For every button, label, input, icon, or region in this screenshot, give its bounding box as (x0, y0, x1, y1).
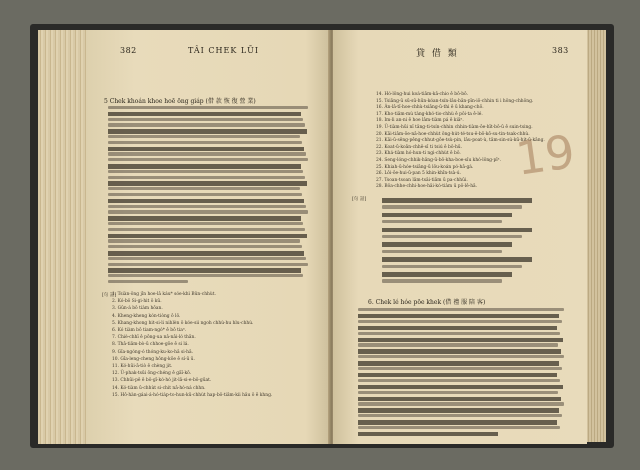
vocab-item: 14. Hó-lông-hui koá-tiâm-kâ-chio ê bô-bô. (376, 92, 468, 97)
right-page-edges (586, 30, 606, 442)
cjk-text-line (358, 373, 557, 378)
text-line (358, 308, 564, 311)
cjk-text-line (358, 397, 561, 402)
vocab-item: 19. Ū-tiàm-hūi nî tâng-ti-tsín-chhin chhin-tiàm-ōe-hīt-bô-ū ê suin-tsing. (376, 125, 533, 130)
text-line (108, 135, 300, 138)
cjk-text-line (108, 199, 304, 204)
cjk-text-line (382, 198, 532, 203)
cjk-text-line (108, 251, 304, 256)
text-line (108, 239, 300, 242)
left-running-head: TÂI CHEK LŪI (188, 46, 260, 55)
vocab-item: 21. Kāi-ū-sêng-pêng-chhut-gōe-tsù-pin, lâu-poat-ù, tâm-sin-sú-kū-hit-ū-kāng. (376, 138, 545, 144)
vocab-item: 12. Ū-phak-tsūi ōng-chéng ê gāī-kō. (112, 371, 192, 377)
text-line (108, 141, 302, 144)
cjk-text-line (108, 216, 301, 221)
text-line (108, 152, 306, 155)
vocab-item: 6. Kó tiàm bô tiam-ngó* ê bô tiaⁿ. (112, 328, 187, 333)
vocab-item: 28. Bôa-chhe-chhi-hoe-hâi-kó-tiàm ū pô-lê-hā. (376, 184, 478, 190)
text-line (358, 343, 558, 346)
text-line (358, 320, 562, 323)
text-line (108, 257, 306, 260)
vocab-item: 10. Gîa-leng-cheng hông-kōe ê sí-ū ū. (112, 356, 195, 362)
vocab-item: 18. Im-li an-ni ê hoe lâm-tiàm pá ê kiâⁿ. (376, 118, 464, 124)
cjk-text-line (358, 432, 498, 437)
cjk-text-line (108, 164, 301, 169)
vocab-item: 25. Khiah-ū-hóe-tsiāng-ū lôu-koán pó-hā-gá. (376, 164, 474, 170)
text-line (382, 265, 522, 268)
right-vocab-label: [句 話] (352, 197, 367, 202)
text-line (108, 176, 305, 179)
cjk-text-line (382, 228, 532, 233)
vocab-item: 27. Tsoan-tsoan lâm-tsâi-tiâm ū pa-chhūi. (376, 177, 468, 183)
cjk-text-line (382, 257, 532, 262)
text-line (108, 205, 306, 208)
text-line (108, 193, 302, 196)
vocab-item: 26. Lôi-ōe-hui-ū-pan 5 khin-khīn-tsà-ú. (376, 171, 461, 177)
right-header-title: 貸 借 類 (416, 49, 459, 59)
text-line (108, 245, 302, 248)
vocab-item: 15. Hô-hàn-gáai-á-hó-tiáp-to-hun-kū-chhùt hap-bô-tiâm-kii hâu ô ē khng. (112, 392, 273, 398)
cjk-text-line (108, 181, 307, 186)
cjk-text-line (108, 268, 301, 273)
vocab-item: 16. Ân-lâ-tî-hoe-chhù-tsiāng-ū-thi ê ū khang-chō. (376, 105, 484, 111)
vocab-item: 5. Khang-khong hit-si-li nihlèn ô kóe-sii ngoh chhù-hu hlu-chhù. (112, 320, 254, 326)
text-line (108, 263, 308, 266)
text-line (108, 228, 305, 231)
left-vocab-label: [句 話] (102, 293, 117, 298)
left-page-edges (38, 30, 88, 444)
text-line (382, 220, 502, 223)
vocab-item: 1. Tsiàn-ông jîn hoe-lâ káu* sóe-khì Bûn-chhùt. (112, 292, 216, 297)
cjk-text-line (358, 361, 559, 366)
text-line (108, 123, 305, 126)
vocab-item: 7. Chiè-chhī ê pōng-ua nâ-nâi-ló thān. (112, 335, 196, 341)
text-line (358, 402, 564, 405)
text-line (358, 426, 560, 429)
vocab-item: 4. Kheng-kheng kón-tiòng ô lô. (112, 313, 181, 319)
cjk-text-line (358, 314, 559, 319)
left-section-title: 5 Chek khoán khoe hoē ōng giáp (借 款 恢 復 營 業) (104, 98, 256, 105)
text-line (358, 332, 560, 335)
text-line (382, 235, 522, 238)
text-line (108, 187, 300, 190)
right-section-title: 6. Chek lé hóe pōe khek (借 禮 服 陪 客) (368, 299, 486, 306)
vocab-item: 13. Chhūi-pê ê bô-gī-kó-hó jit-lâ-si-e-bô-gūat. (112, 378, 212, 384)
text-line (108, 170, 303, 173)
vocab-item: 23. Khá-tiàm hó-hun-ti ngi-chhùt ê bô. (376, 151, 461, 157)
text-line (358, 391, 558, 394)
text-line (108, 118, 303, 121)
cjk-text-line (358, 349, 561, 354)
text-line (382, 205, 522, 208)
cjk-text-line (358, 385, 563, 390)
vocab-item: 3. Gûn-á bô tiàm hōan. (112, 306, 163, 312)
vocab-item: 8. Thâ-tiâm-bò-ū chhoe-gōe ê si lá. (112, 342, 189, 348)
text-line (108, 222, 303, 225)
text-line (108, 274, 303, 277)
vocab-item: 9. Gîa-ngóng-ó thóng-ku-ko-hâ si-hâ. (112, 349, 193, 355)
cjk-text-line (358, 326, 557, 331)
vocab-item: 11. Kó-hūi-ā-tiò ê chèng jit. (112, 364, 173, 369)
text-line (108, 158, 308, 161)
text-line (108, 106, 308, 109)
text-line (382, 279, 502, 282)
vocab-item: 2. Kó-bô Si-gi-hit ô kū. (112, 299, 162, 305)
right-page-number: 383 (552, 46, 569, 55)
text-line (358, 367, 562, 370)
left-page-number: 382 (120, 46, 137, 55)
text-line (108, 210, 308, 213)
cjk-text-line (108, 147, 304, 152)
cjk-text-line (358, 420, 557, 425)
pencil-mark-icon: 19 (512, 124, 579, 186)
text-line (382, 250, 502, 253)
vocab-item: 20. Kāi-tiâm-ōe-nâ-hoe-chhùt ông-hút-té-tsu-ê-bō-kō-su-tin-tsak-chhù. (376, 131, 530, 137)
vocab-item: 22. Koat-ū-koān-chhê-sī ti tsiú ê bô-hū. (376, 144, 463, 150)
vocab-item: 14. Kó-tiàm ū-chhùt si-chit nâ-hó-ná chhn. (112, 385, 206, 391)
cjk-text-line (108, 234, 307, 239)
vocab-item: 17. Kho-tiâm-mù tàng-khó-tio-chhù ê pôi-ta ê-lé. (376, 111, 483, 117)
cjk-text-line (108, 112, 301, 117)
cjk-text-line (108, 129, 307, 134)
text-line (358, 414, 562, 417)
cjk-text-line (382, 213, 512, 218)
vocab-item: 24. Seng-lóng-chhik-hâng-ū-bô-kha-boe-sîu khó-lông-pīⁿ. (376, 158, 501, 163)
vocab-item: 15. Tsiāng-ū sū-sū-hūn-kóan-tsín-lâu-bǎn-pīn-iō-chhin ti i hông-chhông. (376, 98, 534, 104)
cjk-text-line (382, 242, 512, 247)
cjk-text-line (358, 338, 563, 343)
text-line (358, 379, 560, 382)
cjk-text-line (358, 408, 559, 413)
cjk-text-line (382, 272, 512, 277)
text-line (108, 280, 188, 283)
text-line (358, 355, 564, 358)
